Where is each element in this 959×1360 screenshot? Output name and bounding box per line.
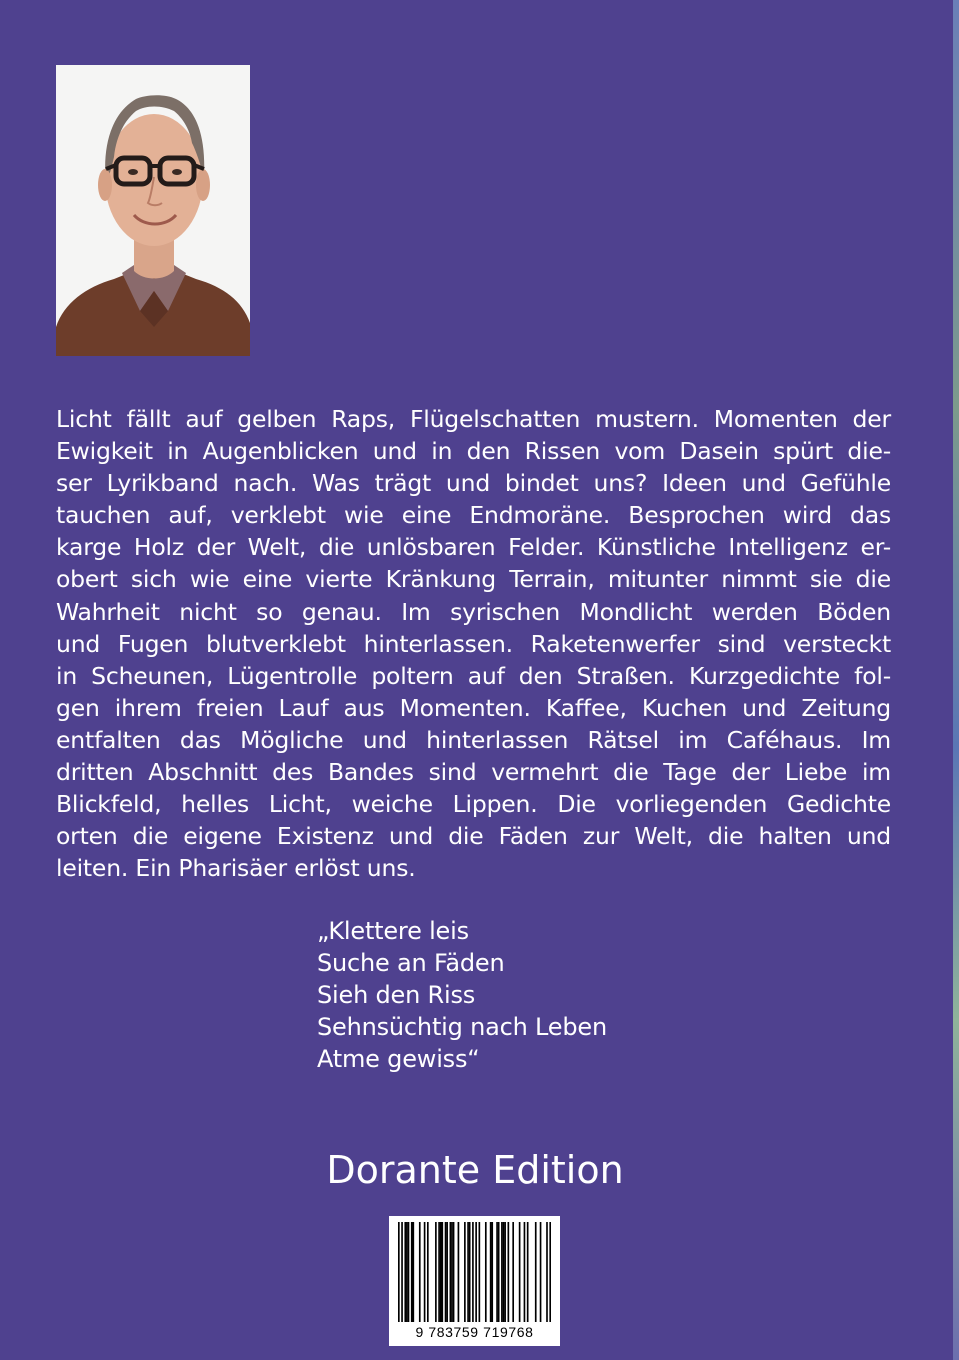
barcode-bar xyxy=(446,1222,448,1322)
poem-line: Sieh den Riss xyxy=(317,981,476,1010)
barcode-bar xyxy=(496,1222,498,1322)
description-line: tauchen auf, verklebt wie eine Endmoräne. Besprochen wird das xyxy=(56,501,891,530)
barcode-bar xyxy=(546,1222,548,1322)
description-line: leiten. Ein Pharisäer erlöst uns. xyxy=(56,854,416,883)
description-line: dritten Abschnitt des Bandes sind vermehrt die Tage der Liebe im xyxy=(56,758,891,787)
barcode-bar xyxy=(503,1222,505,1322)
barcode-bar xyxy=(451,1222,453,1322)
barcode-bar xyxy=(398,1222,400,1322)
barcode-bar xyxy=(412,1222,414,1322)
barcode-bar xyxy=(441,1222,443,1322)
description-line: Blickfeld, helles Licht, weiche Lippen. Die vorliegenden Gedichte xyxy=(56,790,891,819)
barcode-bar xyxy=(498,1222,500,1322)
barcode-bar xyxy=(427,1222,429,1322)
description-line: karge Holz der Welt, die unlösbaren Felder. Künstliche Intelligenz er- xyxy=(56,533,891,562)
barcode-bar xyxy=(450,1222,452,1322)
barcode-bars xyxy=(398,1222,551,1322)
barcode-bar xyxy=(419,1222,421,1322)
poem-line: „Klettere leis xyxy=(317,917,469,945)
barcode-bar xyxy=(440,1222,442,1322)
barcode-bar xyxy=(512,1222,514,1322)
barcode-bar xyxy=(458,1222,460,1322)
barcode-bar xyxy=(501,1222,503,1322)
barcode-bar xyxy=(504,1222,506,1322)
barcode-bar xyxy=(404,1222,406,1322)
poem-line: Sehnsüchtig nach Leben xyxy=(317,1013,607,1042)
description-line: in Scheunen, Lügentrolle poltern auf den Straßen. Kurzgedichte fol- xyxy=(56,661,891,690)
barcode-bar xyxy=(406,1222,408,1322)
publisher-name: Dorante Edition xyxy=(326,1148,624,1192)
description-line: Licht fällt auf gelben Raps, Flügelschatten mustern. Momenten der xyxy=(56,405,891,433)
barcode-bar xyxy=(453,1222,455,1322)
barcode-bar xyxy=(475,1222,477,1322)
description-line: Ewigkeit in Augenblicken und in den Rissen vom Dasein spürt die- xyxy=(56,437,891,466)
description-line: Wahrheit nicht so genau. Im syrischen Mondlicht werden Böden xyxy=(56,597,891,626)
barcode-bar xyxy=(469,1222,471,1322)
poem-line: Suche an Fäden xyxy=(317,949,505,978)
barcode-bar xyxy=(472,1222,474,1322)
poem-excerpt xyxy=(317,915,607,1075)
barcode-bar xyxy=(467,1222,469,1322)
barcode-bar xyxy=(535,1222,537,1322)
barcode-bar xyxy=(549,1222,551,1322)
barcode-bar xyxy=(485,1222,487,1322)
barcode-bar xyxy=(540,1222,542,1322)
description-line: entfalten das Mögliche und hinterlassen Rätsel im Caféhaus. Im xyxy=(56,725,891,754)
barcode-bar xyxy=(435,1222,437,1322)
barcode-bar xyxy=(519,1222,521,1322)
barcode-bar xyxy=(524,1222,526,1322)
isbn-barcode xyxy=(389,1216,560,1346)
barcode-bar xyxy=(401,1222,403,1322)
spine-edge xyxy=(953,0,959,1360)
barcode-bar xyxy=(408,1222,410,1322)
barcode-bar xyxy=(438,1222,440,1322)
description-line: und Fugen blutverklebt hinterlassen. Raketenwerfer sind versteckt xyxy=(56,629,891,658)
poem-line: Atme gewiss“ xyxy=(317,1045,480,1074)
isbn-number: 9 783759 719768 xyxy=(415,1324,534,1340)
description-line: ser Lyrikband nach. Was trägt und bindet uns? Ideen und Gefühle xyxy=(56,469,891,498)
barcode-bar xyxy=(445,1222,447,1322)
barcode-bar xyxy=(424,1222,426,1322)
barcode-bar xyxy=(490,1222,492,1322)
barcode-bar xyxy=(411,1222,413,1322)
book-description xyxy=(56,403,891,884)
barcode-bar xyxy=(491,1222,493,1322)
description-line: obert sich wie eine vierte Kränkung Terrain, mitunter nimmt sie die xyxy=(56,565,891,594)
author-photo xyxy=(56,65,250,356)
barcode-bar xyxy=(527,1222,529,1322)
description-line: orten die eigene Existenz und die Fäden zur Welt, die halten und xyxy=(56,822,891,851)
description-line: gen ihrem freien Lauf aus Momenten. Kaffee, Kuchen und Zeitung xyxy=(56,693,891,722)
barcode-bar xyxy=(479,1222,481,1322)
barcode-bar xyxy=(464,1222,466,1322)
barcode-bar xyxy=(508,1222,510,1322)
